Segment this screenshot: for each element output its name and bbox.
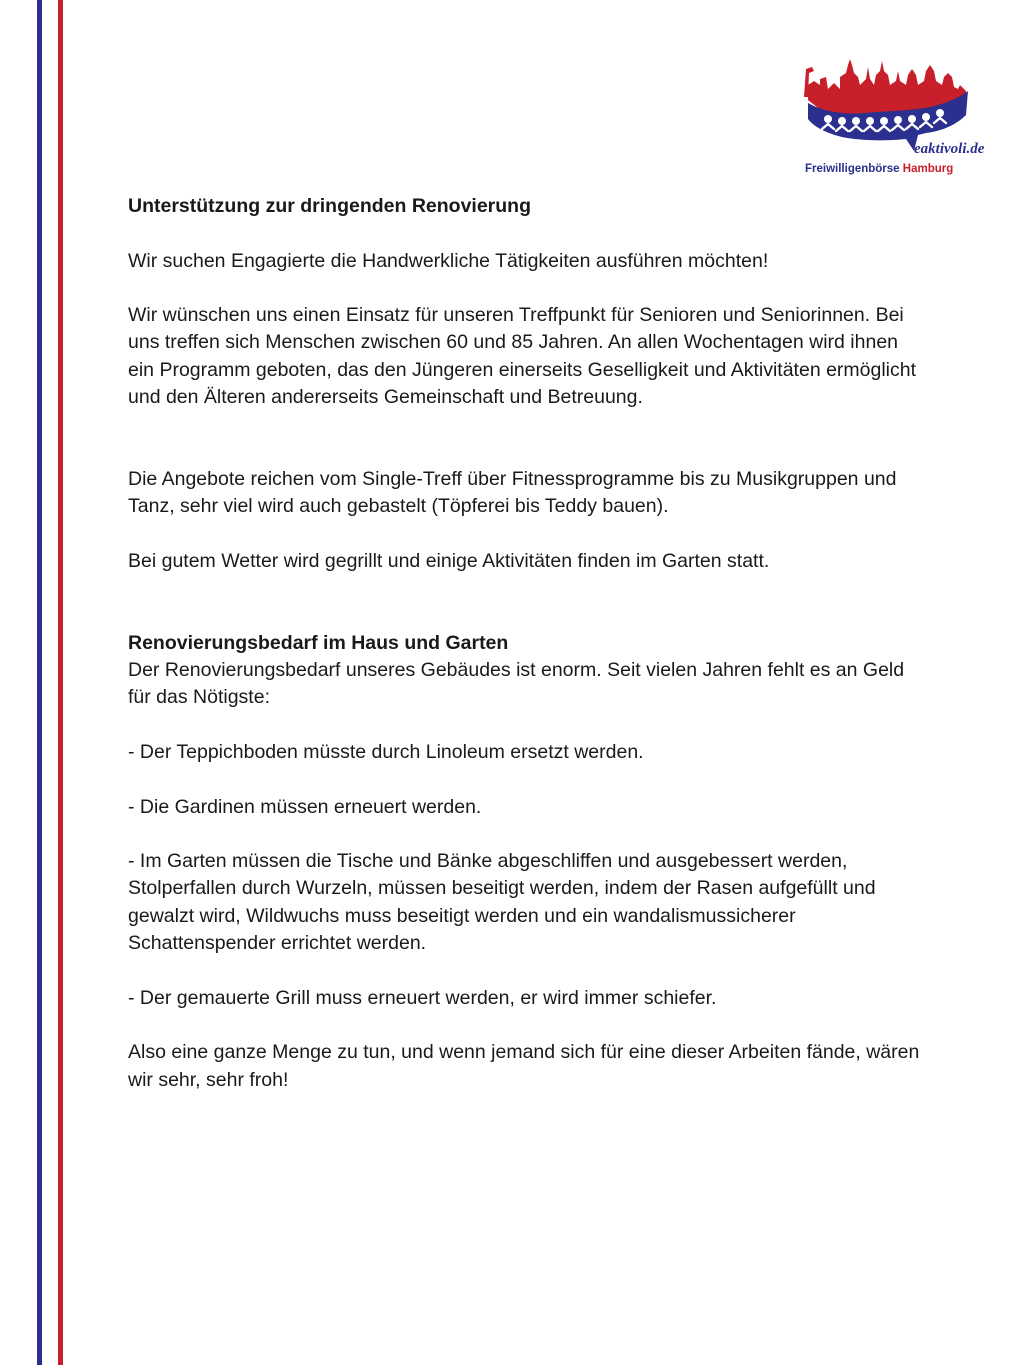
list-item-gardinen: - Die Gardinen müssen erneuert werden. — [128, 795, 482, 818]
section-intro-paragraph: Der Renovierungsbedarf unseres Gebäudes ist enorm. Seit vielen Jahren fehlt es an Geld für das Nötigste: — [128, 659, 905, 709]
list-item-garten: - Im Garten müssen die Tische und Bänke abgeschliffen und ausgebessert werden, Stolperfallen durch Wurzeln, müssen beseitigt werden, indem der Rasen aufgefüllt und gewalzt wird, Wildwuchs muss beseitigt werden und ein wandalismussicherer Schattenspender errichtet werden. — [128, 850, 876, 955]
logo-tagline-freiwilligenboerse: Freiwilligenbörse — [805, 163, 900, 175]
document-body — [128, 193, 928, 1094]
spacer — [128, 712, 928, 739]
logo-tagline — [805, 163, 953, 175]
closing-paragraph: Also eine ganze Menge zu tun, und wenn jemand sich für eine dieser Arbeiten fände, wären wir sehr, sehr froh! — [128, 1041, 920, 1091]
logo-domain-text: eaktivoli.de — [914, 141, 985, 157]
list-item-teppichboden: - Der Teppichboden müsste durch Linoleum ersetzt werden. — [128, 740, 644, 763]
skyline-logo-graphic — [802, 55, 974, 155]
logo-tagline-hamburg: Hamburg — [902, 163, 954, 175]
wetter-paragraph: Bei gutem Wetter wird gegrillt und einige Aktivitäten finden im Garten statt. — [128, 549, 770, 572]
spacer — [128, 521, 928, 548]
spacer — [128, 275, 928, 302]
spacer — [128, 411, 928, 466]
section-heading-renovierungsbedarf: Renovierungsbedarf im Haus und Garten — [128, 631, 509, 654]
spacer — [128, 821, 928, 848]
treffpunkt-paragraph: Wir wünschen uns einen Einsatz für unseren Treffpunkt für Senioren und Seniorinnen. Bei uns treffen sich Menschen zwischen 60 und 85 Jahren. An allen Wochentagen wird ihnen ein Programm geboten, das den Jüngeren einerseits Geselligkeit und Aktivitäten ermöglicht und den Älteren andererseits Gemeinschaft und Betreuung. — [128, 304, 917, 409]
angebote-paragraph: Die Angebote reichen vom Single-Treff über Fitnessprogramme bis zu Musikgruppen und Tanz, sehr viel wird auch gebastelt (Töpferei bis Teddy bauen). — [128, 467, 897, 518]
list-item-grill: - Der gemauerte Grill muss erneuert werden, er wird immer schiefer. — [128, 986, 717, 1009]
left-border-blue-stripe — [37, 0, 42, 1365]
left-border-red-stripe — [58, 0, 63, 1365]
spacer — [128, 957, 928, 984]
eaktivoli-logo — [802, 55, 985, 180]
spacer — [128, 766, 928, 793]
spacer — [128, 220, 928, 247]
spacer — [128, 1012, 928, 1039]
document-title: Unterstützung zur dringenden Renovierung — [128, 195, 531, 217]
intro-paragraph: Wir suchen Engagierte die Handwerkliche Tätigkeiten ausführen möchten! — [128, 249, 769, 272]
spacer — [128, 575, 928, 630]
